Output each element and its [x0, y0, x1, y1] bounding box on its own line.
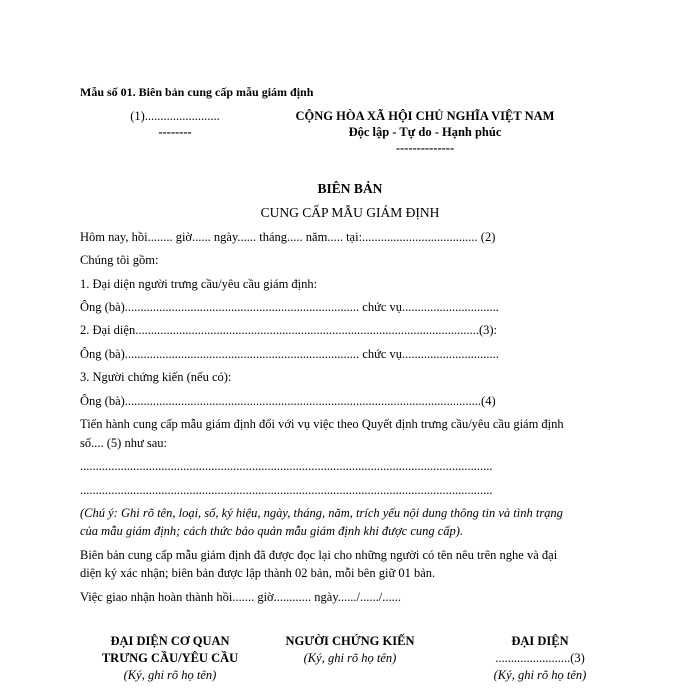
content-dots-1: .................................................................................................................................... — [80, 459, 493, 473]
form-label: Mẫu số 01. Biên bản cung cấp mẫu giám định — [80, 85, 314, 99]
document-title: BIÊN BẢN — [317, 181, 383, 196]
witness-heading: 3. Người chứng kiến (nếu có): — [80, 370, 232, 384]
sig2-title: NGƯỜI CHỨNG KIẾN — [285, 634, 415, 648]
we-are-line: Chúng tôi gồm: — [80, 253, 159, 267]
agency-placeholder: (1)........................ — [130, 109, 220, 123]
sig1-title-1: ĐẠI DIỆN CƠ QUAN — [110, 634, 230, 648]
proceed-line-2: số.... (5) như sau: — [80, 436, 167, 450]
sig3-placeholder: ........................(3) — [495, 651, 585, 665]
rep2-heading: 2. Đại diện..............................................................................................................(3): — [80, 323, 497, 337]
witness-name-line: Ông (bà)..................................................................................................................(4) — [80, 394, 496, 408]
sig2-note: (Ký, ghi rõ họ tên) — [303, 651, 397, 665]
document-subtitle: CUNG CẤP MẪU GIÁM ĐỊNH — [260, 205, 440, 220]
proceed-line-1: Tiến hành cung cấp mẫu giám định đối với vụ việc theo Quyết định trưng cầu/yêu cầu giám định — [80, 417, 564, 431]
national-motto: Độc lập - Tự do - Hạnh phúc — [348, 125, 502, 139]
closing-line-1: Biên bản cung cấp mẫu giám định đã được đọc lại cho những người có tên nêu trên nghe và đại — [80, 548, 558, 562]
note-line-2: của mẫu giám định; cách thức bảo quản mẫu giám định khi được cung cấp). — [80, 524, 464, 538]
rep2-name-line: Ông (bà)........................................................................... chức vụ............................... — [80, 347, 499, 361]
handover-line: Việc giao nhận hoàn thành hồi....... giờ............ ngày....../....../...... — [80, 590, 401, 604]
content-dots-2: .................................................................................................................................... — [80, 483, 493, 497]
sig3-title: ĐẠI DIỆN — [511, 634, 569, 648]
closing-line-2: diện ký xác nhận; biên bản được lập thành 02 bản, mỗi bên giữ 01 bản. — [80, 566, 436, 580]
country-name: CỘNG HÒA XÃ HỘI CHỦ NGHĨA VIỆT NAM — [295, 109, 555, 123]
rep1-heading: 1. Đại diện người trưng cầu/yêu cầu giám định: — [80, 277, 318, 291]
agency-underline: -------- — [158, 125, 192, 139]
sig1-note: (Ký, ghi rõ họ tên) — [123, 668, 217, 682]
motto-underline: -------------- — [395, 141, 455, 155]
date-line: Hôm nay, hồi........ giờ...... ngày...... tháng..... năm..... tại:..................................... (2) — [80, 230, 496, 244]
sig1-title-2: TRƯNG CẦU/YÊU CẦU — [101, 651, 239, 665]
rep1-name-line: Ông (bà)........................................................................... chức vụ............................... — [80, 300, 499, 314]
sig3-note: (Ký, ghi rõ họ tên) — [493, 668, 587, 682]
note-line-1: (Chú ý: Ghi rõ tên, loại, số, ký hiệu, ngày, tháng, năm, trích yếu nội dung thông tin và tình trạng — [80, 506, 563, 520]
